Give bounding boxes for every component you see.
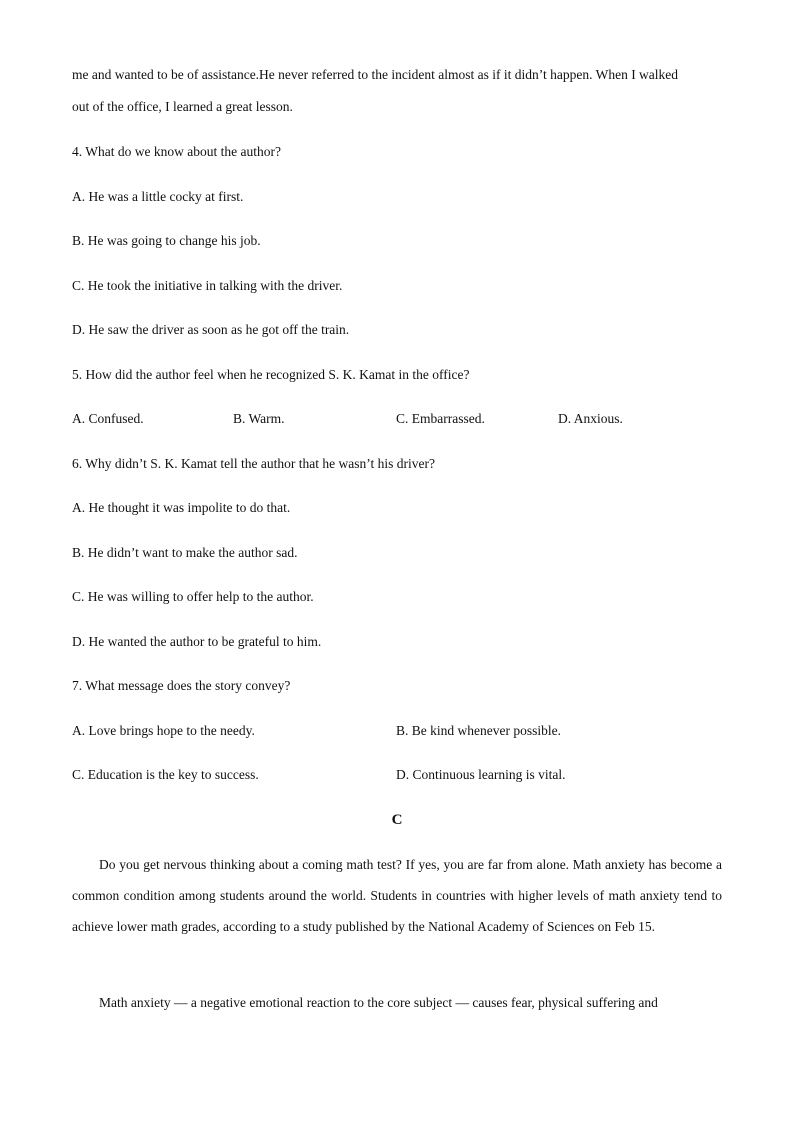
- section-c-paragraph-2-text: Math anxiety — a negative emotional reaction to the core subject — causes fear, physical suffering and: [99, 995, 658, 1010]
- question-4-option-d: D. He saw the driver as soon as he got off the train.: [72, 322, 350, 337]
- question-5-stem: 5. How did the author feel when he recognized S. K. Kamat in the office?: [72, 367, 470, 382]
- question-5-option-a: A. Confused.: [72, 411, 144, 426]
- continuation-line-2: out of the office, I learned a great lesson.: [72, 99, 293, 114]
- question-4-stem: 4. What do we know about the author?: [72, 144, 281, 159]
- question-4-option-a: A. He was a little cocky at first.: [72, 189, 244, 204]
- section-heading: C: [391, 812, 403, 828]
- question-4-option-b: B. He was going to change his job.: [72, 233, 261, 248]
- section-c-paragraph-1-text: Do you get nervous thinking about a coming math test? If yes, you are far from alone. Math anxiety has become a common condition among students around the world. Students in countries with higher levels of math anxiety tend to achieve lower math grades, according to a study published by the National Academy of Sciences on Feb 15.: [72, 857, 722, 934]
- question-6-option-c: C. He was willing to offer help to the author.: [72, 589, 314, 604]
- section-c-paragraph-2: [72, 987, 722, 1018]
- question-7-option-b: B. Be kind whenever possible.: [396, 723, 561, 738]
- question-6-stem: 6. Why didn’t S. K. Kamat tell the author that he wasn’t his driver?: [72, 456, 435, 471]
- question-7-option-c: C. Education is the key to success.: [72, 767, 259, 782]
- question-7-stem: 7. What message does the story convey?: [72, 678, 291, 693]
- question-6-option-a: A. He thought it was impolite to do that.: [72, 500, 291, 515]
- continuation-line-1: me and wanted to be of assistance.He never referred to the incident almost as if it didn’t happen. When I walked: [72, 67, 679, 82]
- question-5-option-b: B. Warm.: [233, 411, 285, 426]
- question-7-option-a: A. Love brings hope to the needy.: [72, 723, 255, 738]
- question-6-option-d: D. He wanted the author to be grateful to him.: [72, 634, 322, 649]
- question-5-option-d: D. Anxious.: [558, 411, 623, 426]
- question-4-option-c: C. He took the initiative in talking with the driver.: [72, 278, 343, 293]
- question-6-option-b: B. He didn’t want to make the author sad.: [72, 545, 298, 560]
- question-7-option-d: D. Continuous learning is vital.: [396, 767, 566, 782]
- section-c-paragraph-1: [72, 849, 722, 942]
- question-5-option-c: C. Embarrassed.: [396, 411, 485, 426]
